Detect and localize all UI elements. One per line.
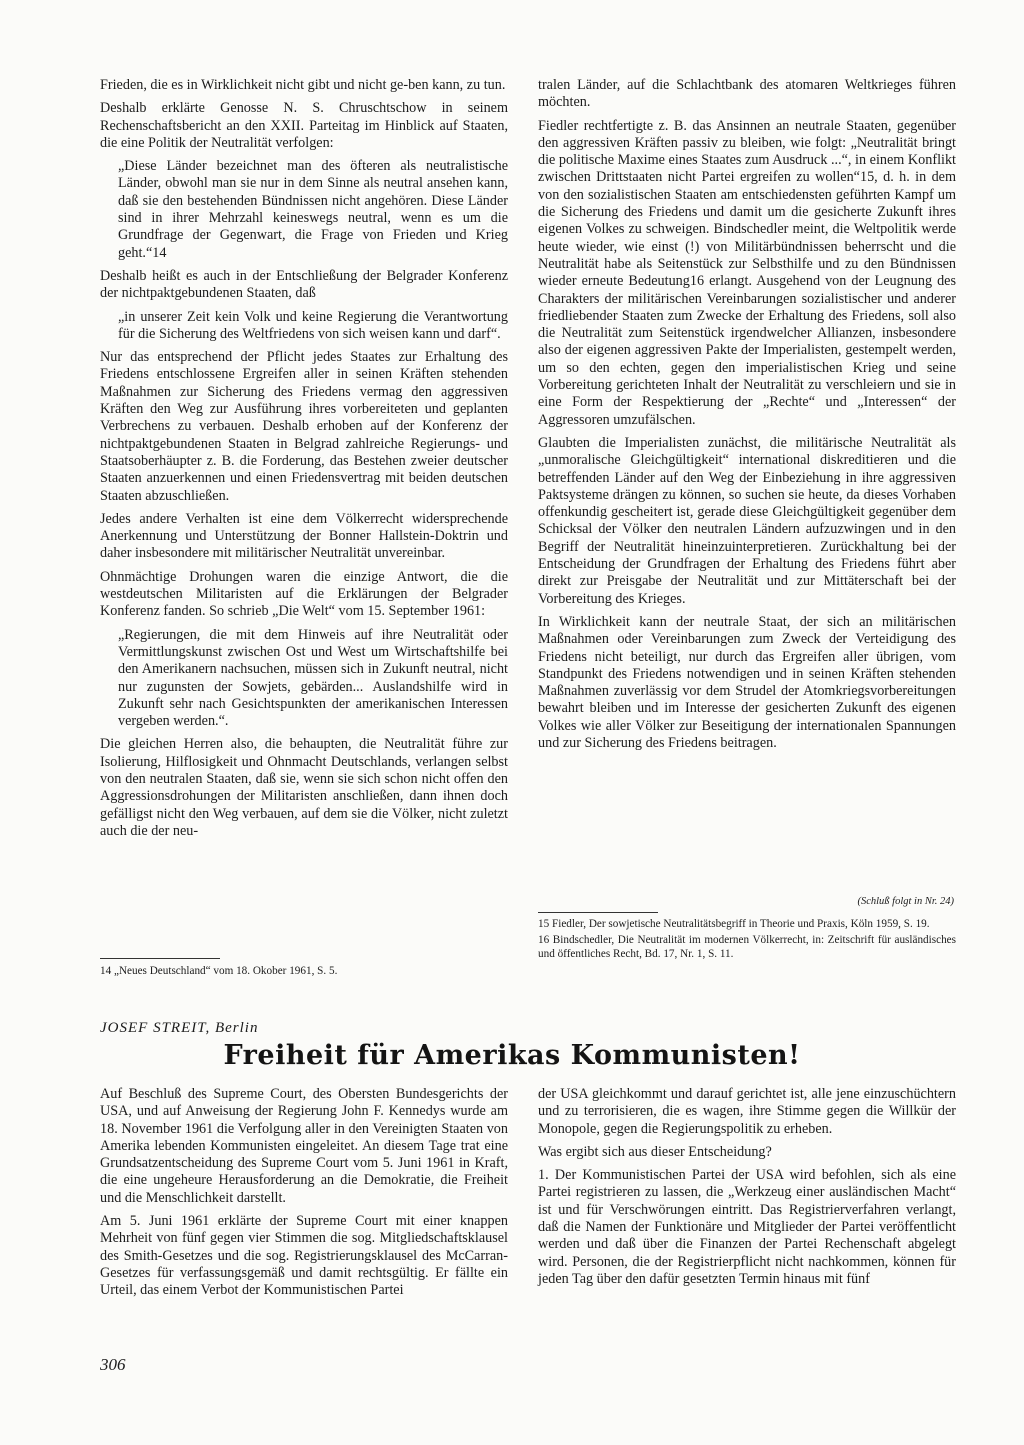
paragraph: Auf Beschluß des Supreme Court, des Obersten Bundesgerichts der USA, und auf Anweisung der Regierung John F. Kennedys wurde am 18. November 1961 die Verfolgung aller in den Vereinigten Staaten von Amerika lebenden Kommunisten eingeleitet. An diesem Tage trat eine Grundsatzentscheidung des Supreme Court vom 5. Juni 1961 in Kraft, die eine ungeheure Herausforderung an die Demokratie, die Freiheit und die Menschlichkeit darstellt. [100,1086,508,1206]
paragraph: Jedes andere Verhalten ist eine dem Völkerrecht widersprechende Anerkennung und Unterstützung der Bonner Hallstein-Doktrin und daher insbesondere mit militärischer Neutralität unvereinbar. [100,510,508,562]
article2-headline: Freiheit für Amerikas Kommunisten! [223,1040,801,1071]
article2-left-column [100,1086,508,1306]
paragraph: Glaubten die Imperialisten zunächst, die militärische Neutralität als „unmoralische Gleichgültigkeit“ international diskreditieren und die betreffenden Länder auf den Weg der Einbeziehung in ihre aggressiven Paktsysteme drängen zu können, so suchen sie heute, da dieses Vorhaben offenkundig gescheitert ist, gerade diese Gleichgültigkeit gegenüber dem Schicksal der Völker den neutralen Ländern aufzuzwingen und in den Begriff der Neutralität hineinzuinterpretieren. Zurückhaltung bei der Entscheidung der Grundfragen der Erhaltung des Friedens führt aber direkt zur Preisgabe der Neutralität und zur Mittäterschaft bei der Vorbereitung des Krieges. [538,434,956,607]
block-quote: „Regierungen, die mit dem Hinweis auf ihre Neutralität oder Vermittlungskunst zwischen Ost und West um Wirtschaftshilfe bei den Amerikanern nachsuchen, müssen sich in Zukunft neutral, nicht nur zugunsten der Sowjets, gebärden... Auslandshilfe wird in Zukunft sehr nach Gesichtspunkten der amerikanischen Interessen vergeben werden.“. [118,626,508,730]
footnote-14: 14 „Neues Deutschland“ vom 18. Okober 1961, S. 5. [100,965,338,977]
paragraph: Frieden, die es in Wirklichkeit nicht gibt und nicht ge-ben kann, zu tun. [100,77,506,93]
block-quote: „in unserer Zeit kein Volk und keine Regierung die Verantwortung für die Sicherung des Weltfriedens von sich weisen kann und darf“. [118,308,508,342]
paragraph: Ohnmächtige Drohungen waren die einzige Antwort, die die westdeutschen Militaristen auf die Erklärungen der Belgrader Konferenz fanden. So schrieb „Die Welt“ vom 15. September 1961: [100,568,508,620]
paragraph: Am 5. Juni 1961 erklärte der Supreme Court mit einer knappen Mehrheit von fünf gegen vier Stimmen die sog. Mitgliedschaftsklausel des Smith-Gesetzes und die sog. Registrierungsklausel des McCarran-Gesetzes für verfassungsgemäß und damit rechtsgültig. Er fällte ein Urteil, das einem Verbot der Kommunistischen Partei [100,1213,508,1299]
footnote: 15 Fiedler, Der sowjetische Neutralitätsbegriff in Theorie und Praxis, Köln 1959, S. 19. [538,918,930,930]
article2-right-column [538,1086,956,1294]
paragraph: Was ergibt sich aus dieser Entscheidung? [538,1143,772,1160]
footnote-rule-right [538,912,658,913]
paragraph: In Wirklichkeit kann der neutrale Staat, der sich an militärischen Maßnahmen oder Vereinbarungen zum Zweck der Verteidigung des Friedens nicht beteiligt, nur durch das Ergreifen aller übrigen, vom Standpunkt des Friedens notwendigen und in seinen Kräften stehenden Maßnahmen zuverlässig vor dem Strudel der Atomkriegsvorbereitungen bewahrt bleiben und im Interesse der gesicherten Zukunft des eigenen Volkes wie aller Völker zur Beseitigung der internationalen Spannungen und zur Sicherung des Friedens beitragen. [538,613,956,751]
paragraph: 1. Der Kommunistischen Partei der USA wird befohlen, sich als eine Partei registrieren zu lassen, die „Werkzeug einer ausländischen Macht“ ist und für Verschwörungen eintritt. Das Registrierverfahren verlangt, daß die Namen der Funktionäre und Mitglieder der Partei veröffentlicht werden und daß über die Finanzen der Partei Rechenschaft abgelegt wird. Personen, die der Registrierpflicht nicht nachkommen, können für jeden Tag über den dafür gesetzten Termin hinaus mit fünf [538,1167,956,1287]
block-quote: „Diese Länder bezeichnet man des öfteren als neutralistische Länder, obwohl man sie nur in dem Sinne als neutral ansehen kann, daß sie den bestehenden Bündnissen nicht angehören. Diese Länder sind in ihrer Mehrzahl keineswegs neutral, wenn es um die Grundfrage der Gegenwart, die Frage von Frieden und Krieg geht.“14 [118,158,508,261]
paragraph: Fiedler rechtfertigte z. B. das Ansinnen an neutrale Staaten, gegenüber den aggressiven Kräften passiv zu bleiben, wie folgt: „Neutralität bringt die politische Maxime eines Staates zum Ausdruck ...“, in einem Konflikt zwischen Drittstaaten nicht Partei ergreifen zu wollen“15, d. h. in dem von den sozialistischen Staaten am entschiedensten geführten Kampf um die Sicherung des Friedens und damit um die gesicherte Zukunft ihres eigenen Volkes zu schweigen. Bindschedler meint, die Weltpolitik werde heute wieder, wie einst (!) von Militärbündnissen beherrscht und die Neutralität habe als Seitenstück zur Selbsthilfe und zu den Bündnissen wieder erneute Bedeutung16 erlangt. Ausgehend von der Leugnung des Charakters der militärischen Vereinbarungen sozialistischer und anderer friedliebender Staaten zum Zwecke der Erhaltung des Friedens, soll also die Neutralität zum Seitenstück irgendwelcher Allianzen, insbesondere also der eigenen aggressiven Pakte der Imperialisten, gestempelt werden, um so den echten, gegen den imperialistischen Krieg und seine Vorbereitung gerichteten Inhalt der Neutralität zu verschleiern und sie in eine Form der Respektierung der „Rechte“ und „Interessen“ der Aggressoren umzufälschen. [538,117,956,428]
article2-byline: JOSEF STREIT, Berlin [100,1020,259,1036]
paragraph: tralen Länder, auf die Schlachtbank des atomaren Weltkrieges führen möchten. [538,77,956,111]
footnote-rule-left [100,958,220,959]
footnote: 16 Bindschedler, Die Neutralität im modernen Völkerrecht, in: Zeitschrift für ausländisches und öffentliches Recht, Bd. 17, Nr. 1, S. 11. [538,934,956,960]
page-number: 306 [100,1355,126,1374]
article1-right-column [538,77,956,758]
continued-note: (Schluß folgt in Nr. 24) [857,896,954,907]
article1-left-column [100,77,508,846]
paragraph: Die gleichen Herren also, die behaupten, die Neutralität führe zur Isolierung, Hilflosigkeit und Ohnmacht Deutschlands, verlangen selbst von den neutralen Staaten, daß sie, wenn sie sich schon nicht offen den Aggressionsdrohungen der Militaristen anschließen, dann ihnen doch gefälligst nicht den Weg verbauen, auf dem sie die Völker, nicht zuletzt auch die der neu- [100,736,508,839]
paragraph: Deshalb erklärte Genosse N. S. Chruschtschow in seinem Rechenschaftsbericht an den XXII. Parteitag im Hinblick auf Staaten, die eine Politik der Neutralität verfolgen: [100,100,508,151]
article1-right-footnotes [538,918,956,964]
article1-left-footnote [100,965,508,981]
paragraph: Nur das entsprechend der Pflicht jedes Staates zur Erhaltung des Friedens entschlossene Ergreifen aller in seinen Kräften stehenden Maßnahmen zur Sicherung des Friedens vermag den aggressiven Kräften den Weg zur Ausführung ihres vorbereiteten und geplanten Verbrechens zu verbauen. Deshalb erhoben auf der Konferenz der nichtpaktgebundenen Staaten in Belgrad zahlreiche Regierungs- und Staatsoberhäupter z. B. die Forderung, das Bestehen zweier deutscher Staaten anzuerkennen und einen Friedensvertrag mit beiden deutschen Staaten abzuschließen. [100,349,508,504]
paragraph: der USA gleichkommt und darauf gerichtet ist, alle jene einzuschüchtern und zu terrorisieren, die es wagen, ihre Stimme gegen die Willkür der Monopole, gegen die Regierungspolitik zu erheben. [538,1086,956,1137]
paragraph: Deshalb heißt es auch in der Entschließung der Belgrader Konferenz der nichtpaktgebundenen Staaten, daß [100,267,508,302]
